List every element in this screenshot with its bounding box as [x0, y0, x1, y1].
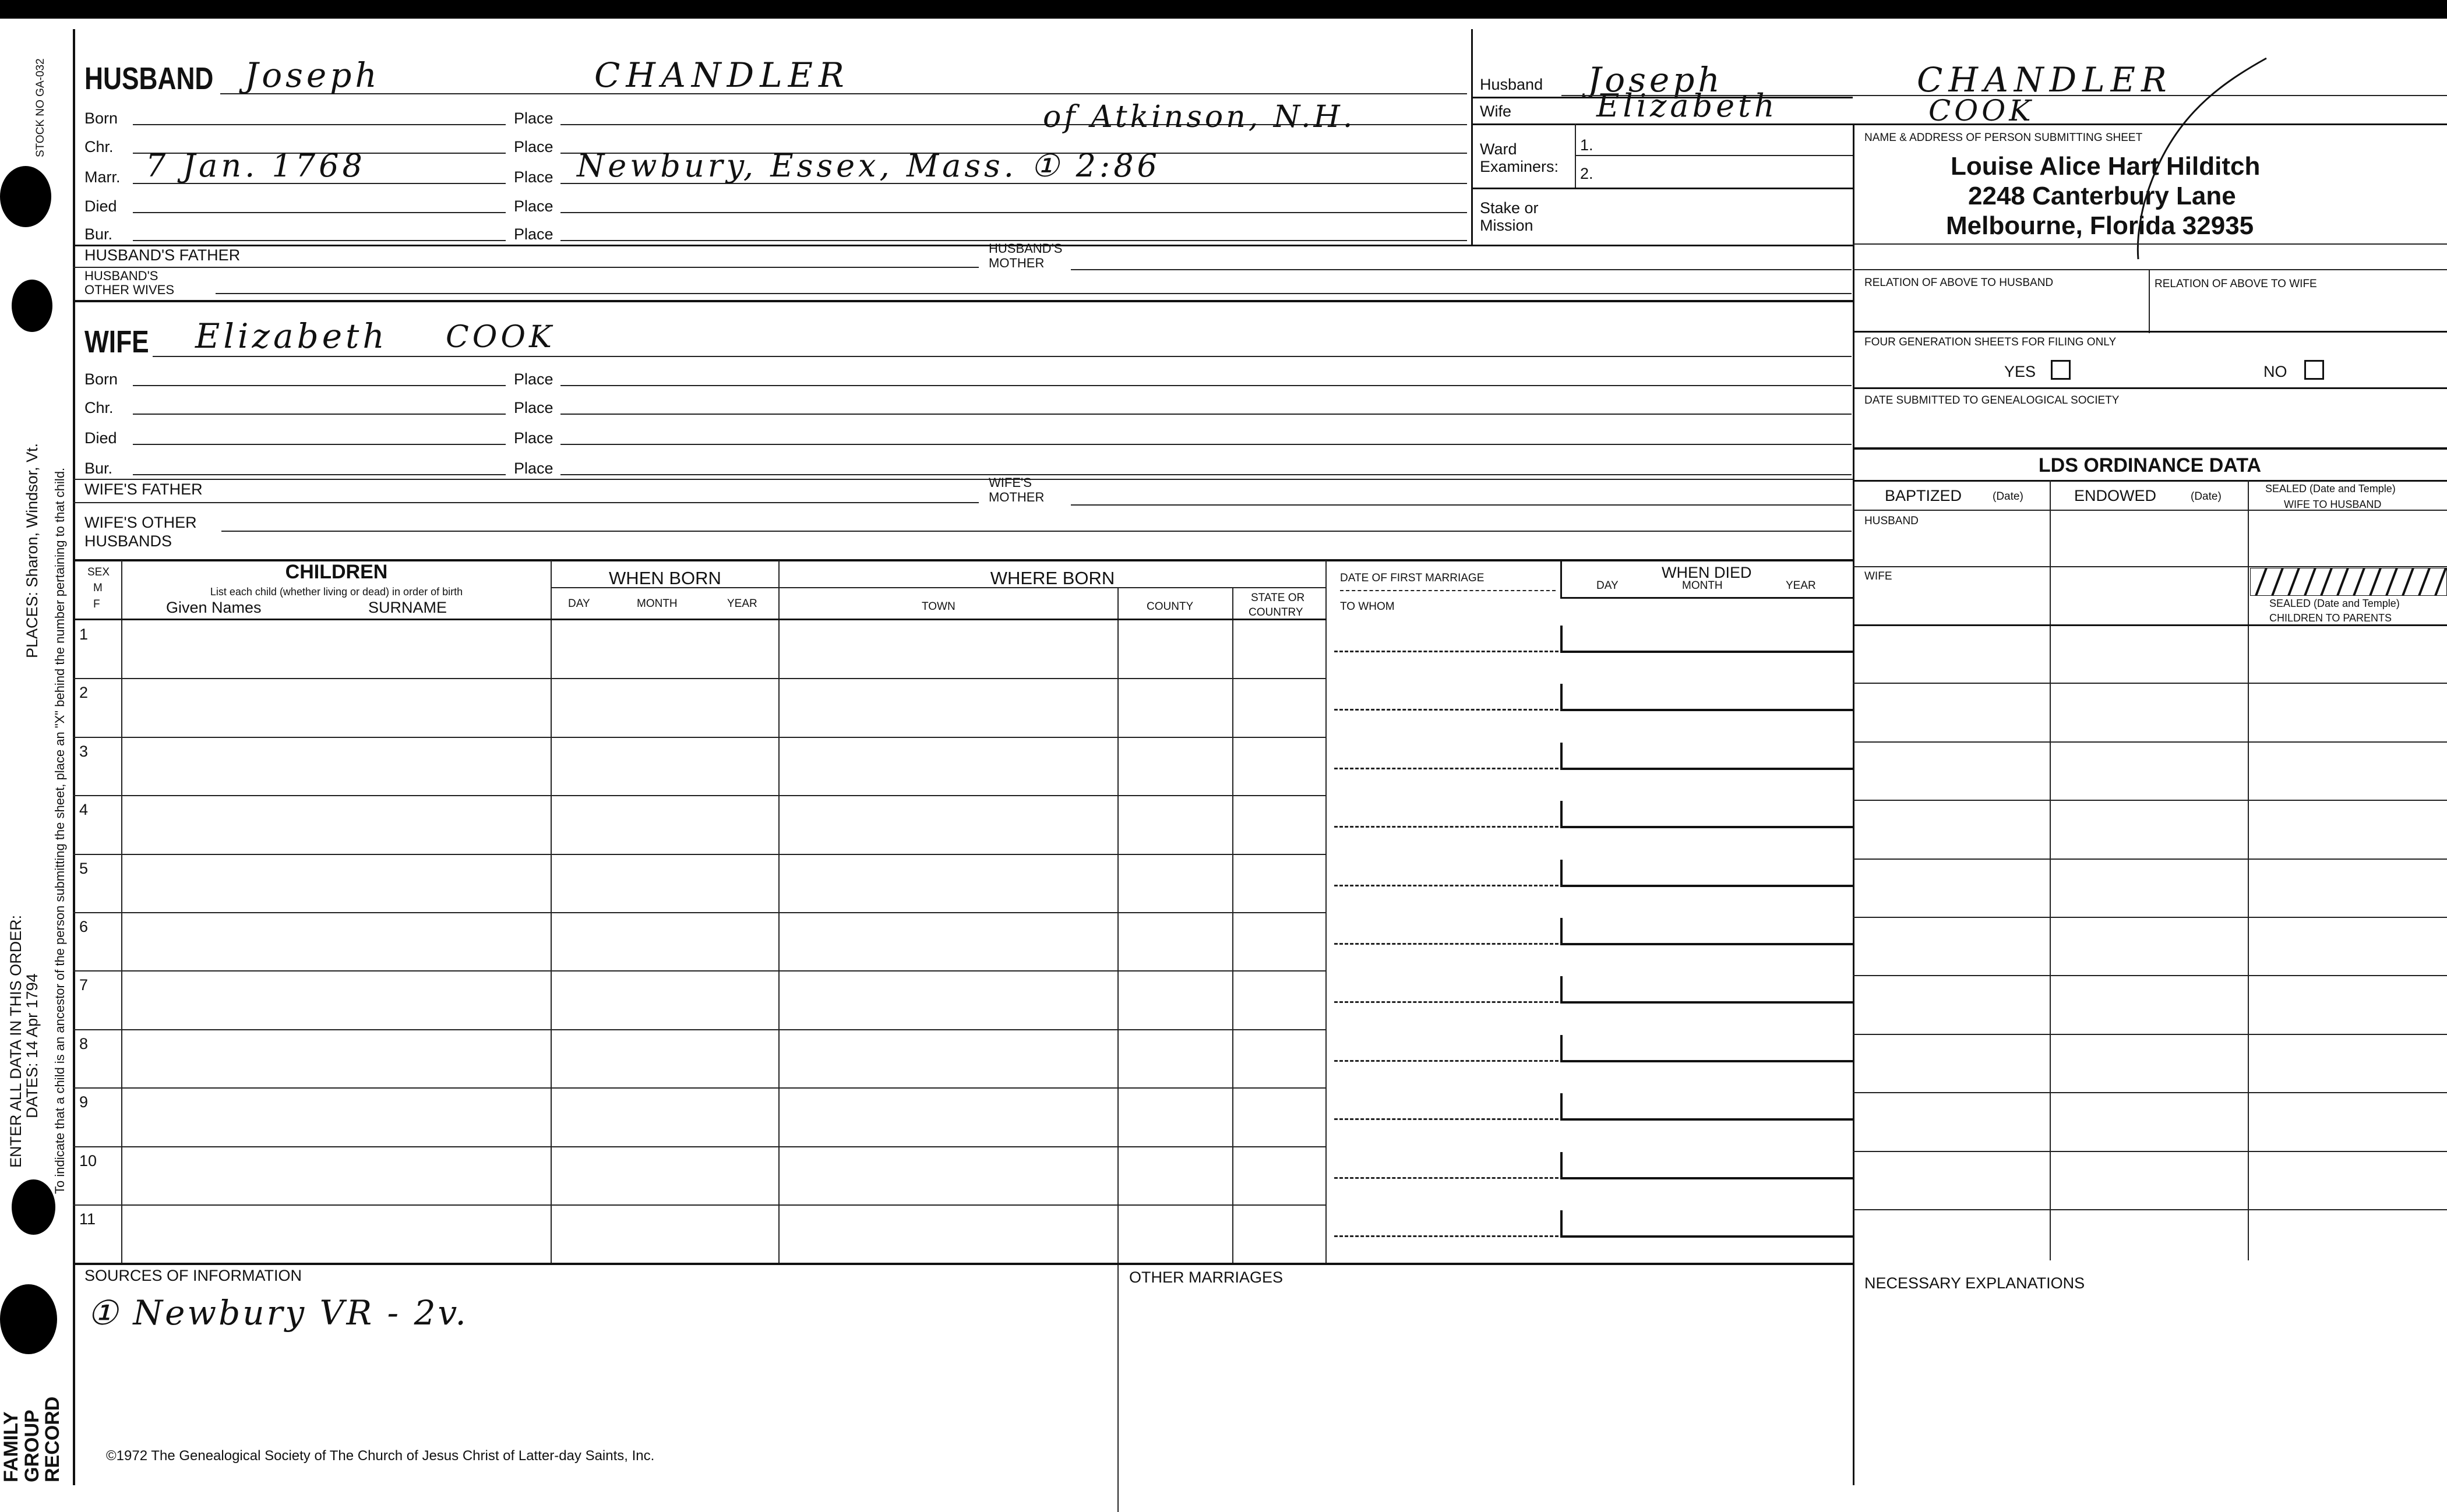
- baptized-date-label: (Date): [1993, 490, 2023, 503]
- wife-bur-place-line: [560, 474, 1852, 475]
- dates-note: DATES: 14 Apr 1794: [23, 973, 41, 1118]
- child-row-number: 7: [79, 976, 89, 994]
- surname-header: SURNAME: [368, 599, 447, 616]
- state-header-2: COUNTRY: [1249, 606, 1303, 619]
- sex-label-2: M: [93, 582, 103, 594]
- no-label: NO: [2263, 363, 2287, 380]
- first-marriage-dash-line: [1334, 1060, 1559, 1062]
- child-row-number: 4: [79, 801, 89, 819]
- first-marriage-dash-line: [1334, 885, 1559, 886]
- examiners-label: Examiners:: [1480, 158, 1559, 175]
- wife-other-husbands-label-2: HUSBANDS: [84, 532, 172, 550]
- born-day-header: DAY: [568, 598, 590, 610]
- lds-row-rule: [1853, 741, 2447, 743]
- state-header-1: STATE OR: [1251, 592, 1305, 604]
- wife-chr-place-line: [560, 414, 1852, 415]
- wife-bur-label: Bur.: [84, 460, 113, 477]
- when-born-header: WHEN BORN: [609, 568, 721, 588]
- child-row-rule: [73, 737, 1325, 738]
- husband-mother-line: [1071, 269, 1852, 270]
- town-header: TOWN: [922, 600, 955, 613]
- stock-number: STOCK NO GA-032: [34, 58, 47, 157]
- when-died-box[interactable]: [1560, 976, 1853, 1004]
- husband-father-line: [73, 267, 979, 268]
- husband-father-label: HUSBAND'S FATHER: [84, 246, 241, 264]
- source-entry-1[interactable]: ① Newbury VR - 2v.: [87, 1293, 468, 1333]
- no-checkbox[interactable]: [2304, 360, 2324, 380]
- child-row-rule: [73, 1146, 1325, 1147]
- wife-born-place-label: Place: [514, 370, 553, 388]
- child-row-number: 11: [79, 1210, 96, 1228]
- born-year-header: YEAR: [727, 598, 757, 610]
- examiner-1: 1.: [1580, 136, 1593, 154]
- children-subtitle: List each child (whether living or dead) in order of birth: [210, 586, 463, 598]
- wife-died-place-line: [560, 444, 1852, 445]
- child-row-rule: [73, 854, 1325, 855]
- lds-row-rule: [1853, 859, 2447, 860]
- husband-chr-place-label: Place: [514, 138, 553, 156]
- children-table-bottom-rule: [73, 1263, 1853, 1265]
- four-gen-label: FOUR GENERATION SHEETS FOR FILING ONLY: [1864, 336, 2117, 348]
- wife-died-date-line: [133, 444, 506, 445]
- copyright: ©1972 The Genealogical Society of The Church of Jesus Christ of Latter-day Saints, Inc.: [106, 1448, 655, 1464]
- wife-bur-date-line: [133, 474, 506, 475]
- pen-stroke: [2097, 52, 2272, 262]
- explanations-label: NECESSARY EXPLANATIONS: [1864, 1274, 2085, 1292]
- husband-marr-place-label: Place: [514, 168, 553, 186]
- when-died-box[interactable]: [1560, 743, 1853, 770]
- sealed-children-label-2: CHILDREN TO PARENTS: [2269, 612, 2392, 624]
- when-died-box[interactable]: [1560, 1093, 1853, 1121]
- relation-divider: [2149, 269, 2150, 333]
- submitter-line: [1853, 243, 2447, 245]
- first-marriage-dash-line: [1334, 943, 1559, 945]
- wife-mother-line: [1071, 504, 1852, 506]
- husband-born-place-label: Place: [514, 109, 553, 127]
- lds-row-rule: [1853, 1209, 2447, 1210]
- born-month-header: MONTH: [637, 598, 678, 610]
- lds-row-rule: [1853, 975, 2447, 976]
- sealed-children-label-1: SEALED (Date and Temple): [2269, 598, 2400, 609]
- child-row-rule: [73, 912, 1325, 913]
- when-died-box[interactable]: [1560, 1210, 1853, 1238]
- record-title-line: RECORD: [41, 1396, 64, 1482]
- when-died-box[interactable]: [1560, 684, 1853, 711]
- children-col-divider: [1232, 587, 1233, 1264]
- submitter-name[interactable]: Louise Alice Hart Hilditch: [1951, 152, 2261, 181]
- lds-husband-label: HUSBAND: [1864, 515, 1919, 527]
- wife-chr-date-line: [133, 414, 506, 415]
- wife-heading: WIFE: [84, 324, 149, 359]
- other-marriages-label: OTHER MARRIAGES: [1129, 1269, 1284, 1286]
- yes-label: YES: [2004, 363, 2036, 380]
- first-marriage-dash-line: [1334, 1235, 1559, 1237]
- when-died-box[interactable]: [1560, 918, 1853, 945]
- sources-label: SOURCES OF INFORMATION: [84, 1267, 302, 1284]
- first-marriage-header: DATE OF FIRST MARRIAGE: [1340, 572, 1485, 584]
- lds-title-rule: [1853, 480, 2447, 482]
- child-row-number: 3: [79, 742, 89, 760]
- lds-row-rule: [1853, 800, 2447, 801]
- husband-chr-place[interactable]: of Atkinson, N.H.: [1043, 100, 1356, 135]
- relation-bottom-rule: [1853, 331, 2447, 333]
- when-died-header: WHEN DIED: [1662, 564, 1752, 581]
- children-title: CHILDREN: [285, 561, 388, 583]
- summary-husband-surname[interactable]: CHANDLER: [1917, 60, 2173, 100]
- places-note: PLACES: Sharon, Windsor, Vt.: [23, 443, 41, 658]
- wife-mother-label-2: MOTHER: [989, 490, 1045, 504]
- record-title: [1, 1397, 64, 1482]
- husband-born-label: Born: [84, 109, 118, 127]
- lds-header-rule: [1853, 510, 2447, 511]
- wife-born-place-line: [560, 385, 1852, 386]
- given-names-header: Given Names: [166, 599, 262, 616]
- husband-other-wives-label-2: OTHER WIVES: [84, 282, 175, 297]
- husband-bur-date-line: [133, 240, 506, 241]
- wife-other-husbands-label-1: WIFE'S OTHER: [84, 514, 197, 531]
- first-marriage-dash-line: [1334, 709, 1559, 711]
- husband-mother-label-2: MOTHER: [989, 256, 1045, 270]
- wife-father-line: [73, 502, 979, 503]
- examiner-2: 2.: [1580, 165, 1593, 182]
- child-row-number: 8: [79, 1034, 89, 1052]
- child-row-number: 10: [79, 1151, 97, 1170]
- wife-died-place-label: Place: [514, 429, 553, 447]
- lds-title: LDS ORDINANCE DATA: [2038, 454, 2262, 476]
- order-note: ENTER ALL DATA IN THIS ORDER:: [7, 914, 24, 1168]
- submitter-city[interactable]: Melbourne, Florida 32935: [1946, 211, 2254, 240]
- husband-heading: HUSBAND: [84, 61, 214, 96]
- date-submitted-bottom-rule: [1853, 447, 2447, 450]
- lds-col-divider: [2050, 480, 2051, 1260]
- examiner-divider-line: [1575, 155, 1853, 156]
- ward-bottom-rule: [1471, 188, 1853, 189]
- lds-col-divider: [2248, 480, 2249, 1260]
- summary-wife-surname[interactable]: COOK: [1928, 94, 2035, 128]
- submitter-street[interactable]: 2248 Canterbury Lane: [1968, 182, 2236, 210]
- husband-mother-label-1: HUSBAND'S: [989, 241, 1063, 256]
- to-whom-header: TO WHOM: [1340, 600, 1395, 613]
- died-day-header: DAY: [1596, 580, 1619, 592]
- wife-mother-label-1: WIFE'S: [989, 475, 1032, 490]
- sealed-wife-label-1: SEALED (Date and Temple): [2265, 483, 2396, 494]
- child-row-rule: [73, 1029, 1325, 1030]
- child-row-rule: [73, 1087, 1325, 1089]
- wife-other-husbands-line: [221, 531, 1852, 532]
- when-died-divider: [1560, 560, 1562, 599]
- husband-marr-date[interactable]: 7 Jan. 1768: [146, 147, 366, 184]
- wife-bur-place-label: Place: [514, 460, 553, 477]
- child-row-number: 5: [79, 859, 89, 877]
- baptized-label: BAPTIZED: [1885, 487, 1962, 504]
- children-col-divider: [1325, 560, 1327, 1264]
- hatched-cell-box: [2250, 568, 2447, 596]
- sealed-wife-label-2: WIFE TO HUSBAND: [2284, 499, 2382, 510]
- lds-row-rule: [1853, 917, 2447, 918]
- child-row-number: 9: [79, 1093, 89, 1111]
- summary-wife-given[interactable]: Elizabeth: [1596, 87, 1778, 124]
- summary-box-rule: [1471, 123, 2447, 125]
- where-born-header: WHERE BORN: [990, 568, 1115, 588]
- submitter-header: NAME & ADDRESS OF PERSON SUBMITTING SHEET: [1864, 132, 2143, 144]
- husband-chr-label: Chr.: [84, 138, 114, 156]
- date-submitted-label: DATE SUBMITTED TO GENEALOGICAL SOCIETY: [1864, 394, 2120, 407]
- husband-bur-place-label: Place: [514, 225, 553, 243]
- relation-wife-label: RELATION OF ABOVE TO WIFE: [2155, 278, 2317, 290]
- first-marriage-dash-line: [1334, 651, 1559, 652]
- when-died-box[interactable]: [1560, 801, 1853, 828]
- wife-chr-label: Chr.: [84, 399, 114, 416]
- husband-died-date-line: [133, 212, 506, 213]
- husband-died-label: Died: [84, 197, 117, 215]
- punch-hole: [12, 1179, 55, 1235]
- top-edge-band: [0, 0, 2447, 19]
- child-row-rule: [73, 1204, 1325, 1206]
- husband-section-divider: [1471, 29, 1473, 245]
- wife-surname[interactable]: COOK: [446, 320, 555, 355]
- hatched-cell: [2250, 568, 2447, 596]
- first-marriage-dash-line: [1334, 1001, 1559, 1003]
- summary-husband-given[interactable]: Joseph: [1588, 60, 1723, 100]
- husband-died-place-line: [560, 212, 1467, 213]
- wife-born-date-line: [133, 385, 506, 386]
- summary-wife-label: Wife: [1480, 103, 1511, 120]
- ancestor-instruction: To indicate that a child is an ancestor of the person submitting the sheet, place an "X" behind the number pertaining to that child.: [52, 467, 67, 1194]
- wife-chr-place-label: Place: [514, 399, 553, 416]
- endowed-date-label: (Date): [2191, 490, 2222, 503]
- husband-section-bottom-rule: [73, 300, 1853, 302]
- form-left-border: [73, 29, 75, 1485]
- child-row-rule: [73, 970, 1325, 972]
- lds-row-rule: [1853, 1151, 2447, 1152]
- husband-died-place-label: Place: [514, 197, 553, 215]
- died-month-header: MONTH: [1682, 580, 1723, 592]
- when-died-box[interactable]: [1560, 1035, 1853, 1062]
- husband-other-wives-label-1: HUSBAND'S: [84, 269, 158, 283]
- husband-bur-label: Bur.: [84, 225, 113, 243]
- wife-father-label: WIFE'S FATHER: [84, 481, 203, 498]
- child-row-number: 2: [79, 684, 89, 702]
- sex-label-1: SEX: [87, 566, 110, 578]
- lds-wife-label: WIFE: [1864, 570, 1892, 582]
- husband-marr-place[interactable]: Newbury, Essex, Mass. ① 2:86: [577, 147, 1161, 184]
- lds-row-rule: [1853, 683, 2447, 684]
- pen-stroke-path: [2138, 58, 2266, 259]
- stake-label-2: Mission: [1480, 217, 1533, 234]
- sex-label-3: F: [93, 598, 100, 610]
- when-died-header-rule: [1560, 597, 1853, 599]
- children-header-bottom-rule: [73, 619, 1327, 620]
- record-title-line: GROUP: [20, 1409, 43, 1482]
- when-died-box[interactable]: [1560, 860, 1853, 887]
- husband-given-name[interactable]: Joseph: [245, 55, 380, 95]
- submitter-line: [1853, 269, 2447, 270]
- punch-hole: [0, 166, 51, 227]
- ward-label: Ward: [1480, 140, 1517, 158]
- lds-row-rule: [1853, 1034, 2447, 1035]
- first-marriage-dash-line: [1334, 1177, 1559, 1179]
- wife-died-label: Died: [84, 429, 117, 447]
- where-born-subrule: [778, 587, 1325, 588]
- wife-born-label: Born: [84, 370, 118, 388]
- child-row-rule: [73, 795, 1325, 796]
- summary-husband-label: Husband: [1480, 76, 1543, 93]
- four-gen-bottom-rule: [1853, 387, 2447, 389]
- yes-checkbox[interactable]: [2051, 360, 2071, 380]
- county-header: COUNTY: [1147, 600, 1194, 613]
- husband-marr-label: Marr.: [84, 168, 121, 186]
- husband-surname[interactable]: CHANDLER: [594, 55, 850, 95]
- when-died-box[interactable]: [1560, 1152, 1853, 1179]
- husband-born-date-line: [133, 124, 506, 125]
- lds-header-bottom-rule: [1853, 624, 2447, 626]
- child-row-number: 1: [79, 626, 89, 643]
- husband-other-wives-line: [216, 293, 1852, 294]
- endowed-label: ENDOWED: [2074, 487, 2156, 504]
- wife-parents-top-rule: [73, 479, 1853, 480]
- when-died-box[interactable]: [1560, 626, 1853, 653]
- child-row-rule: [73, 678, 1325, 679]
- lds-husband-rule: [1853, 566, 2447, 567]
- children-col-divider: [1117, 587, 1119, 1512]
- first-marriage-dash-line: [1334, 768, 1559, 769]
- relation-husband-label: RELATION OF ABOVE TO HUSBAND: [1864, 277, 2054, 289]
- punch-hole: [0, 1284, 57, 1354]
- husband-parents-top-rule: [73, 245, 1853, 246]
- wife-name-line: [153, 356, 1852, 357]
- first-marriage-dash-line: [1334, 1118, 1559, 1120]
- first-marriage-dash-line: [1334, 826, 1559, 828]
- first-marriage-header-dash: [1340, 590, 1556, 591]
- punch-hole: [12, 280, 52, 332]
- when-born-subrule: [551, 587, 778, 588]
- wife-given-name[interactable]: Elizabeth: [195, 316, 388, 356]
- record-title-line: FAMILY: [0, 1411, 22, 1482]
- lds-row-rule: [1853, 1092, 2447, 1093]
- died-year-header: YEAR: [1786, 580, 1816, 592]
- stake-label-1: Stake or: [1480, 199, 1539, 217]
- child-row-number: 6: [79, 918, 89, 935]
- right-panel-divider: [1853, 123, 1854, 1485]
